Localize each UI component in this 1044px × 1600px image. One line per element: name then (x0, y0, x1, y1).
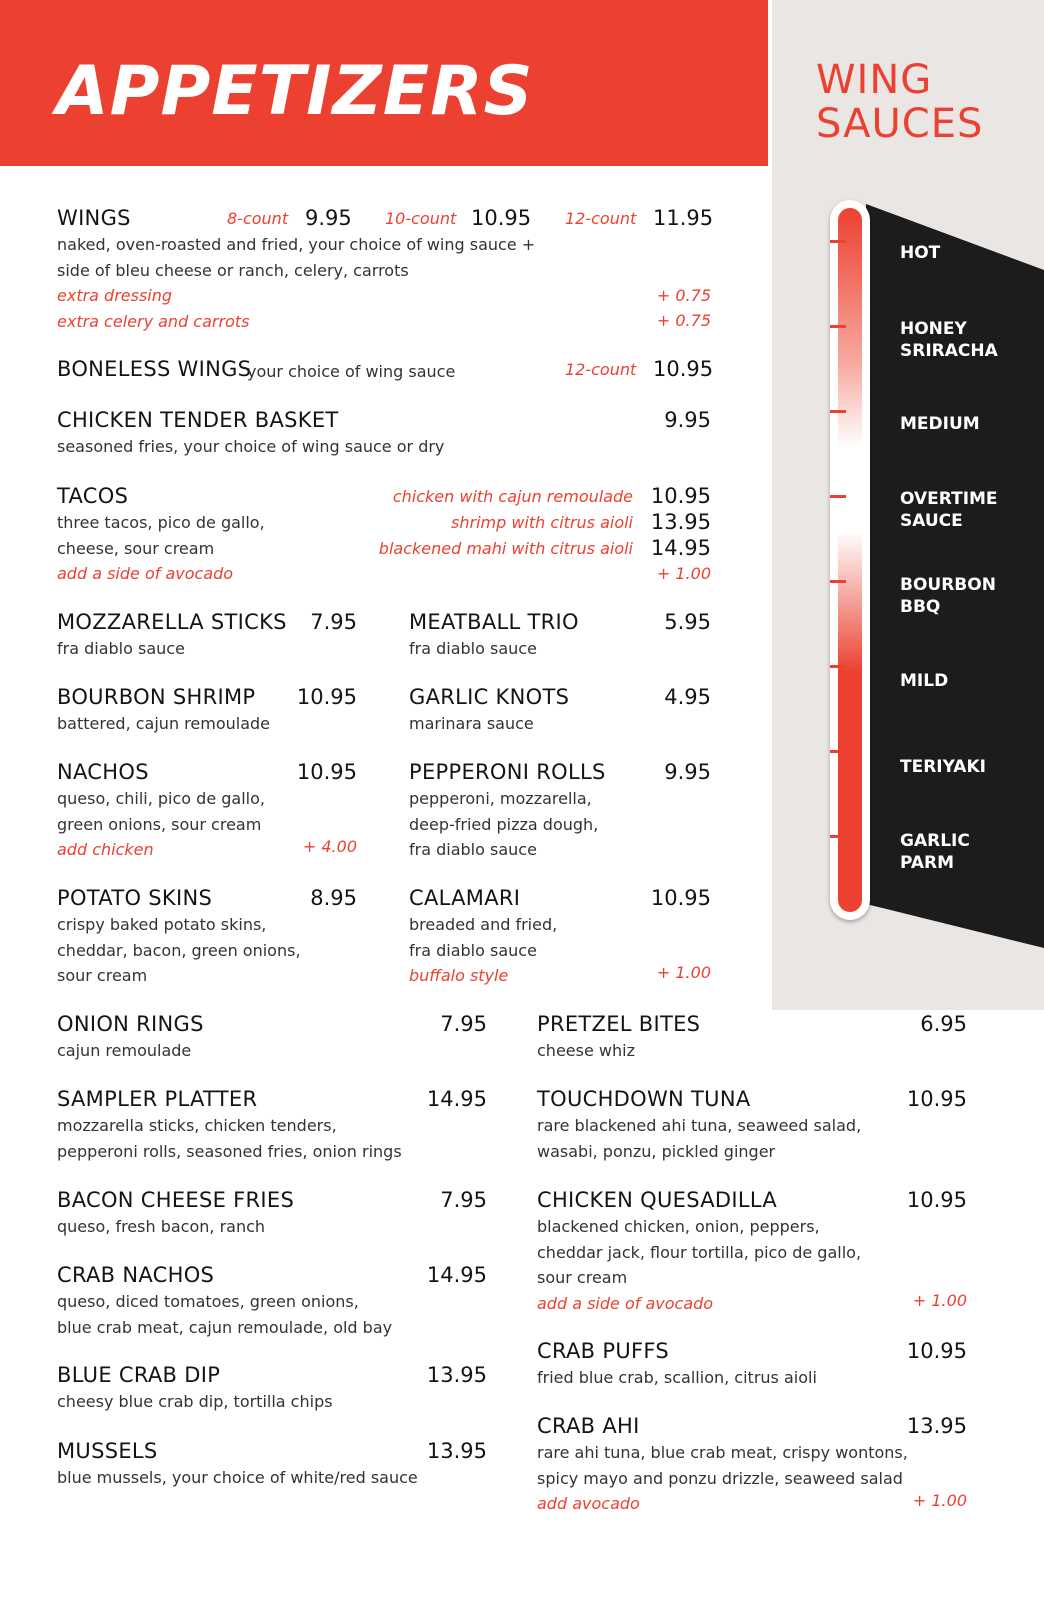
item-price: 8.95 (310, 886, 357, 910)
item-description: rare blackened ahi tuna, seaweed salad, (537, 1116, 862, 1135)
item-name: ONION RINGS (57, 1012, 204, 1036)
item-price: 10.95 (650, 886, 711, 910)
count-label: 12-count (565, 209, 637, 228)
item-description: cheese whiz (537, 1041, 635, 1060)
item-description: cheesy blue crab dip, tortilla chips (57, 1392, 333, 1411)
addon-price: + 0.75 (656, 286, 711, 305)
item-price: 7.95 (310, 610, 357, 634)
menu-item-wings (57, 206, 717, 334)
menu-item (57, 610, 357, 662)
addon-row (57, 837, 357, 863)
item-name: TACOS (57, 484, 129, 508)
item-price: 10.95 (906, 1339, 967, 1363)
item-description: naked, oven-roasted and fried, your choice of wing sauce + (57, 235, 536, 254)
item-price: 13.95 (426, 1363, 487, 1387)
menu-item (409, 760, 711, 863)
addon-label: extra celery and carrots (57, 311, 250, 331)
item-name: CHICKEN QUESADILLA (537, 1188, 777, 1212)
item-name: MOZZARELLA STICKS (57, 610, 287, 634)
item-description: wasabi, ponzu, pickled ginger (537, 1141, 776, 1161)
item-price: 13.95 (650, 510, 711, 534)
item-description: fra diablo sauce (57, 639, 185, 658)
item-description: marinara sauce (409, 714, 534, 733)
addon-label: add a side of avocado (57, 564, 234, 583)
item-name: POTATO SKINS (57, 886, 213, 910)
item-description: sour cream (57, 966, 148, 985)
item-price: 10.95 (296, 760, 357, 784)
menu-item-tacos (57, 484, 717, 594)
addon-price: + 4.00 (302, 837, 357, 856)
item-name: BACON CHEESE FRIES (57, 1188, 295, 1212)
sauce-label: MEDIUM (900, 414, 980, 434)
menu-item (57, 1363, 487, 1415)
menu-item (537, 1012, 967, 1064)
item-price: 13.95 (426, 1439, 487, 1463)
addon-label: buffalo style (409, 966, 509, 985)
menu-item (409, 610, 711, 662)
item-name: MEATBALL TRIO (409, 610, 579, 634)
menu-item (537, 1414, 967, 1517)
count-label: 8-count (227, 209, 289, 228)
item-description: rare ahi tuna, blue crab meat, crispy wontons, (537, 1443, 908, 1462)
item-description: pepperoni rolls, seasoned fries, onion rings (57, 1141, 402, 1161)
item-name: PRETZEL BITES (537, 1012, 701, 1036)
addon-price: + 1.00 (912, 1491, 967, 1510)
item-description: mozzarella sticks, chicken tenders, (57, 1116, 337, 1135)
item-price: 14.95 (426, 1087, 487, 1111)
menu-item (57, 760, 357, 863)
item-price: 14.95 (650, 536, 711, 560)
item-description: cajun remoulade (57, 1041, 192, 1060)
option-label: blackened mahi with citrus aioli (378, 539, 633, 558)
item-name: SAMPLER PLATTER (57, 1087, 258, 1111)
item-price: 10.95 (653, 357, 714, 381)
item-description: blackened chicken, onion, peppers, (537, 1217, 820, 1236)
addon-price: + 1.00 (656, 963, 711, 982)
option-label: chicken with cajun remoulade (392, 487, 633, 506)
addon-label: add avocado (537, 1494, 640, 1513)
sauce-label: MILD (900, 671, 949, 691)
addon-row (409, 963, 711, 989)
wing-sauces-title: WING SAUCES (816, 57, 984, 147)
item-price: 10.95 (650, 484, 711, 508)
item-description: spicy mayo and ponzu drizzle, seaweed salad (537, 1468, 903, 1488)
menu-item-chicken-tender-basket (57, 408, 717, 460)
item-description: blue crab meat, cajun remoulade, old bay (57, 1317, 393, 1337)
addon-price: + 1.00 (656, 564, 711, 583)
item-description: fried blue crab, scallion, citrus aioli (537, 1368, 817, 1387)
menu-item (409, 685, 711, 737)
addon-label: add chicken (57, 840, 154, 859)
sauce-label: GARLIC PARM (900, 831, 970, 873)
item-price: 10.95 (906, 1087, 967, 1111)
item-description: cheddar jack, flour tortilla, pico de gallo, (537, 1242, 862, 1262)
item-price: 10.95 (906, 1188, 967, 1212)
item-name: GARLIC KNOTS (409, 685, 570, 709)
item-description: fra diablo sauce (409, 840, 537, 859)
menu-item (57, 886, 357, 989)
item-description: fra diablo sauce (409, 940, 537, 960)
item-description: queso, fresh bacon, ranch (57, 1217, 266, 1236)
sauce-label: HONEY SRIRACHA (900, 319, 998, 361)
menu-item-boneless-wings (57, 357, 717, 387)
count-label: 12-count (565, 360, 637, 379)
addon-price: + 1.00 (912, 1290, 967, 1310)
item-description: blue mussels, your choice of white/red sauce (57, 1468, 418, 1487)
addon-row (537, 1291, 967, 1317)
item-note: your choice of wing sauce (247, 362, 456, 381)
item-price: 10.95 (471, 206, 532, 230)
menu-item (57, 685, 357, 737)
item-description: crispy baked potato skins, (57, 915, 267, 934)
item-description: pepperoni, mozzarella, (409, 789, 592, 808)
addon-price: + 0.75 (656, 311, 711, 330)
item-price: 7.95 (440, 1012, 487, 1036)
menu-item (409, 886, 711, 989)
item-price: 6.95 (920, 1012, 967, 1036)
sauce-label: TERIYAKI (900, 757, 986, 777)
sauce-label: HOT (900, 243, 941, 263)
header-banner (0, 0, 768, 166)
count-label: 10-count (385, 209, 457, 228)
item-description: deep-fried pizza dough, (409, 814, 599, 834)
item-price: 9.95 (664, 408, 711, 432)
menu-item (57, 1263, 487, 1340)
menu-item (57, 1012, 487, 1064)
item-name: NACHOS (57, 760, 149, 784)
item-description: fra diablo sauce (409, 639, 537, 658)
menu-item (537, 1188, 967, 1316)
item-name: CRAB NACHOS (57, 1263, 215, 1287)
addon-row (537, 1491, 967, 1517)
menu-item (57, 1188, 487, 1240)
item-name: BOURBON SHRIMP (57, 685, 256, 709)
item-price: 4.95 (664, 685, 711, 709)
item-price: 5.95 (664, 610, 711, 634)
option-label: shrimp with citrus aioli (451, 513, 633, 532)
item-price: 13.95 (906, 1414, 967, 1438)
item-description: cheese, sour cream (57, 538, 215, 558)
item-description: cheddar, bacon, green onions, (57, 940, 301, 960)
item-description: green onions, sour cream (57, 814, 262, 834)
item-price: 7.95 (440, 1188, 487, 1212)
item-description: three tacos, pico de gallo, (57, 513, 265, 532)
item-name: CRAB PUFFS (537, 1339, 670, 1363)
menu-item (57, 1087, 487, 1164)
item-name: CHICKEN TENDER BASKET (57, 408, 339, 432)
item-price: 11.95 (653, 206, 714, 230)
item-description: sour cream (537, 1268, 628, 1287)
item-description: battered, cajun remoulade (57, 714, 270, 733)
item-name: PEPPERONI ROLLS (409, 760, 606, 784)
item-price: 14.95 (426, 1263, 487, 1287)
sauce-label: BOURBON BBQ (900, 575, 996, 617)
item-description: seasoned fries, your choice of wing sauce or dry (57, 437, 445, 456)
item-description: queso, chili, pico de gallo, (57, 789, 265, 808)
item-description: queso, diced tomatoes, green onions, (57, 1292, 359, 1311)
menu-item (537, 1087, 967, 1164)
item-description: breaded and fried, (409, 915, 558, 934)
addon-label: add a side of avocado (537, 1293, 714, 1313)
item-name: BLUE CRAB DIP (57, 1363, 221, 1387)
item-price: 9.95 (664, 760, 711, 784)
heat-thermometer (830, 200, 870, 920)
item-name: WINGS (57, 206, 131, 230)
page-title: APPETIZERS (56, 52, 534, 131)
sauce-label: OVERTIME SAUCE (900, 489, 998, 531)
item-name: BONELESS WINGS (57, 357, 252, 381)
item-price: 9.95 (305, 206, 352, 230)
item-name: MUSSELS (57, 1439, 158, 1463)
item-name: CRAB AHI (537, 1414, 640, 1438)
addon-label: extra dressing (57, 286, 173, 305)
item-name: CALAMARI (409, 886, 521, 910)
item-description: side of bleu cheese or ranch, celery, carrots (57, 260, 409, 280)
item-name: TOUCHDOWN TUNA (537, 1087, 751, 1111)
item-price: 10.95 (296, 685, 357, 709)
menu-item (57, 1439, 487, 1491)
menu-item (537, 1339, 967, 1391)
